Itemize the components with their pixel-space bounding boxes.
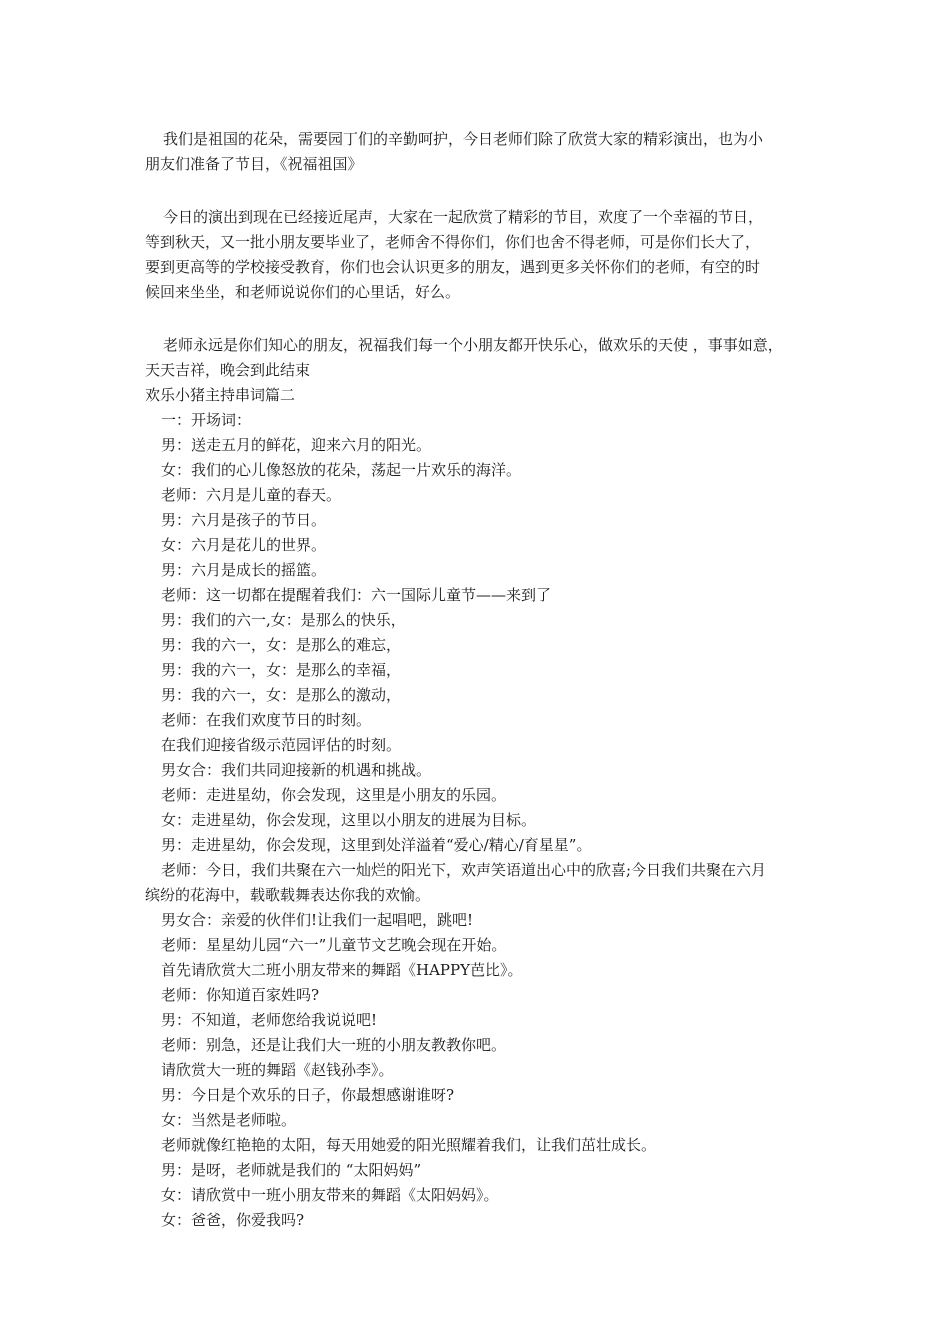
script-line: 女：爸爸，你爱我吗?	[161, 1211, 305, 1229]
document-body	[145, 127, 825, 1233]
script-line: 男：走进星幼，你会发现，这里到处洋溢着“爱心/精心/育星星”。	[161, 836, 592, 854]
script-line: 女：当然是老师啦。	[161, 1111, 297, 1129]
intro-paragraph-1	[145, 127, 825, 177]
paragraph-line: 候回来坐坐，和老师说说你们的心里话，好么。	[145, 283, 461, 301]
script-line: 男：不知道，老师您给我说说吧!	[161, 1011, 378, 1029]
script-line: 男：六月是成长的摇篮。	[161, 561, 327, 579]
script-lines	[145, 408, 825, 1233]
script-line: 男：我的六一，女：是那么的难忘，	[161, 636, 402, 654]
intro-paragraph-3	[145, 333, 825, 383]
intro-paragraph-2	[145, 205, 825, 305]
script-line: 男女合：我们共同迎接新的机遇和挑战。	[161, 761, 432, 779]
script-line: 男：是呀，老师就是我们的 “太阳妈妈”	[161, 1161, 422, 1179]
script-line: 男：我们的六一,女：是那么的快乐，	[161, 611, 406, 629]
script-line: 老师：别急，还是让我们大一班的小朋友教教你吧。	[161, 1036, 507, 1054]
script-line: 老师就像红艳艳的太阳，每天用她爱的阳光照耀着我们，让我们茁壮成长。	[161, 1136, 657, 1154]
script-line: 一：开场词：	[161, 411, 252, 429]
paragraph-line: 朋友们准备了节目，《祝福祖国》	[145, 155, 363, 173]
script-line: 男女合：亲爱的伙伴们!让我们一起唱吧，跳吧!	[161, 911, 474, 929]
paragraph-line: 等到秋天，又一批小朋友要毕业了，老师舍不得你们，你们也舍不得老师，可是你们长大了，	[145, 233, 761, 251]
section-title: 欢乐小猪主持串词篇二	[145, 386, 296, 404]
script-line: 老师：你知道百家姓吗?	[161, 986, 320, 1004]
script-line: 女：走进星幼，你会发现，这里以小朋友的进展为目标。	[161, 811, 537, 829]
paragraph-line: 我们是祖国的花朵，需要园丁们的辛勤呵护，今日老师们除了欣赏大家的精彩演出，也为小	[163, 130, 764, 148]
script-line: 老师：星星幼儿园“六一”儿童节文艺晚会现在开始。	[161, 936, 507, 954]
script-line: 女：六月是花儿的世界。	[161, 536, 327, 554]
paragraph-line: 天天吉祥，晚会到此结束	[145, 361, 311, 379]
script-line: 老师：这一切都在提醒着我们：六一国际儿童节——来到了	[161, 586, 552, 604]
script-line: 老师：走进星幼，你会发现，这里是小朋友的乐园。	[161, 786, 507, 804]
script-line: 男：六月是孩子的节日。	[161, 511, 327, 529]
script-line: 男：我的六一，女：是那么的幸福，	[161, 661, 402, 679]
script-line: 首先请欣赏大二班小朋友带来的舞蹈《HAPPY芭比》。	[161, 961, 523, 979]
paragraph-gap	[145, 177, 825, 202]
script-line: 缤纷的花海中，载歌载舞表达你我的欢愉。	[145, 886, 431, 904]
paragraph-line: 要到更高等的学校接受教育，你们也会认识更多的朋友，遇到更多关怀你们的老师，有空的时	[145, 258, 761, 276]
paragraph-line: 今日的演出到现在已经接近尾声，大家在一起欣赏了精彩的节目，欢度了一个幸福的节日，	[163, 208, 764, 226]
paragraph-line: 老师永远是你们知心的朋友，祝福我们每一个小朋友都开快乐心，做欢乐的天使 ，事事如意，	[163, 336, 783, 354]
script-line: 女：请欣赏中一班小朋友带来的舞蹈《太阳妈妈》。	[161, 1186, 499, 1204]
script-line: 男：送走五月的鲜花，迎来六月的阳光。	[161, 436, 432, 454]
script-line: 老师：今日，我们共聚在六一灿烂的阳光下，欢声笑语道出心中的欣喜;今日我们共聚在六月	[161, 861, 767, 879]
script-line: 女：我们的心儿像怒放的花朵，荡起一片欢乐的海洋。	[161, 461, 522, 479]
script-line: 男：今日是个欢乐的日子，你最想感谢谁呀?	[161, 1086, 455, 1104]
script-line: 在我们迎接省级示范园评估的时刻。	[161, 736, 402, 754]
script-line: 请欣赏大一班的舞蹈《赵钱孙李》。	[161, 1061, 394, 1079]
script-line: 男：我的六一，女：是那么的激动，	[161, 686, 402, 704]
script-line: 老师：在我们欢度节日的时刻。	[161, 711, 372, 729]
paragraph-gap	[145, 305, 825, 333]
script-line: 老师：六月是儿童的春天。	[161, 486, 342, 504]
